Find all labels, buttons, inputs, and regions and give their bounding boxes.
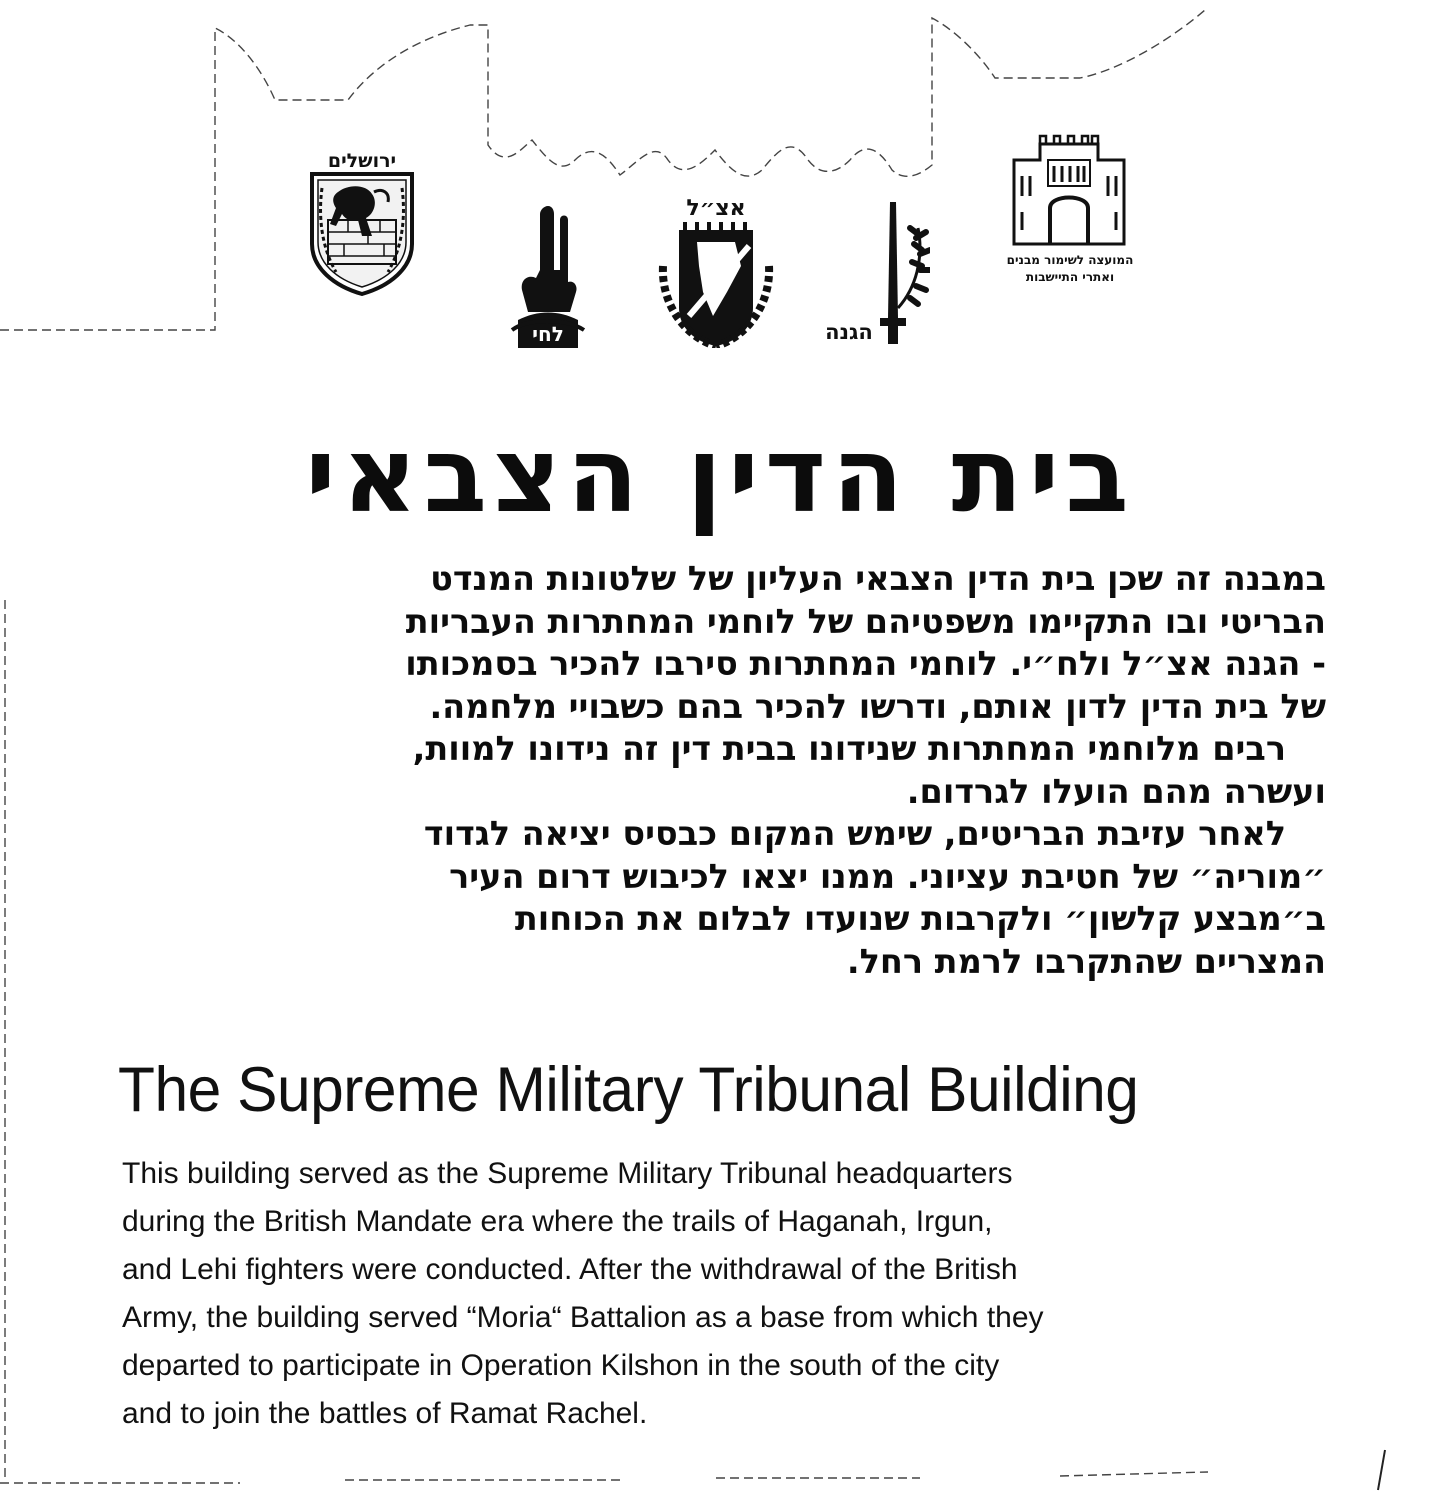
- hebrew-line: המצריים שהתקרבו לרמת רחל.: [846, 941, 1326, 981]
- hebrew-line: של בית הדין לדון אותם, ודרשו להכיר בהם כשבויי מלחמה.: [429, 686, 1326, 726]
- english-line: and Lehi fighters were conducted. After the withdrawal of the British: [122, 1253, 1018, 1286]
- hebrew-line: רבים מלוחמי המחתרות שנידונו בבית דין זה נידונו למוות,: [412, 729, 1286, 768]
- hebrew-line: ועשרה מהם הועלו לגרדום.: [906, 771, 1326, 811]
- jerusalem-caption: ירושלים: [327, 150, 397, 172]
- hebrew-title: בית הדין הצבאי: [305, 414, 1135, 536]
- irgun-caption: אצ״ל: [686, 196, 746, 221]
- heritage-caption-line-2: ואתרי התיישבות: [1025, 270, 1115, 284]
- hebrew-line: לאחר עזיבת הבריטים, שימש המקום כבסיס יציאה לגדוד: [423, 814, 1286, 853]
- hebrew-line: - הגנה אצ״ל ולח״י. לוחמי המחתרות סירבו להכיר בסמכותו: [405, 644, 1326, 683]
- hebrew-paragraph: [118, 558, 1326, 983]
- english-line: departed to participate in Operation Kilshon in the south of the city: [122, 1349, 1000, 1382]
- english-title: The Supreme Military Tribunal Building: [118, 1055, 1139, 1125]
- english-line: Army, the building served “Moria“ Battalion as a base from which they: [122, 1301, 1044, 1334]
- hebrew-line: במבנה זה שכן בית הדין הצבאי העליון של שלטונות המנדט: [430, 559, 1326, 598]
- heritage-caption-line-1: המועצה לשימור מבנים: [1006, 253, 1134, 267]
- heritage-council-emblem: [1010, 130, 1128, 248]
- lehi-caption: לחי: [532, 322, 564, 346]
- hebrew-line: ב״מבצע קלשון״ ולקרבות שנועדו לבלום את הכוחות: [514, 899, 1326, 938]
- english-paragraph: [122, 1150, 1362, 1438]
- english-line: and to join the battles of Ramat Rachel.: [122, 1397, 648, 1430]
- city-gate-icon: [1010, 130, 1128, 248]
- english-line: This building served as the Supreme Military Tribunal headquarters: [122, 1157, 1013, 1190]
- english-line: during the British Mandate era where the trails of Haganah, Irgun,: [122, 1205, 993, 1238]
- hebrew-line: ״מוריה״ של חטיבת עציוני. ממנו יצאו לכיבוש דרום העיר: [449, 856, 1326, 896]
- haganah-caption: הגנה: [825, 320, 873, 344]
- hebrew-line: הבריטי ובו התקיימו משפטיהם של לוחמי המחתרות העבריות: [405, 601, 1326, 641]
